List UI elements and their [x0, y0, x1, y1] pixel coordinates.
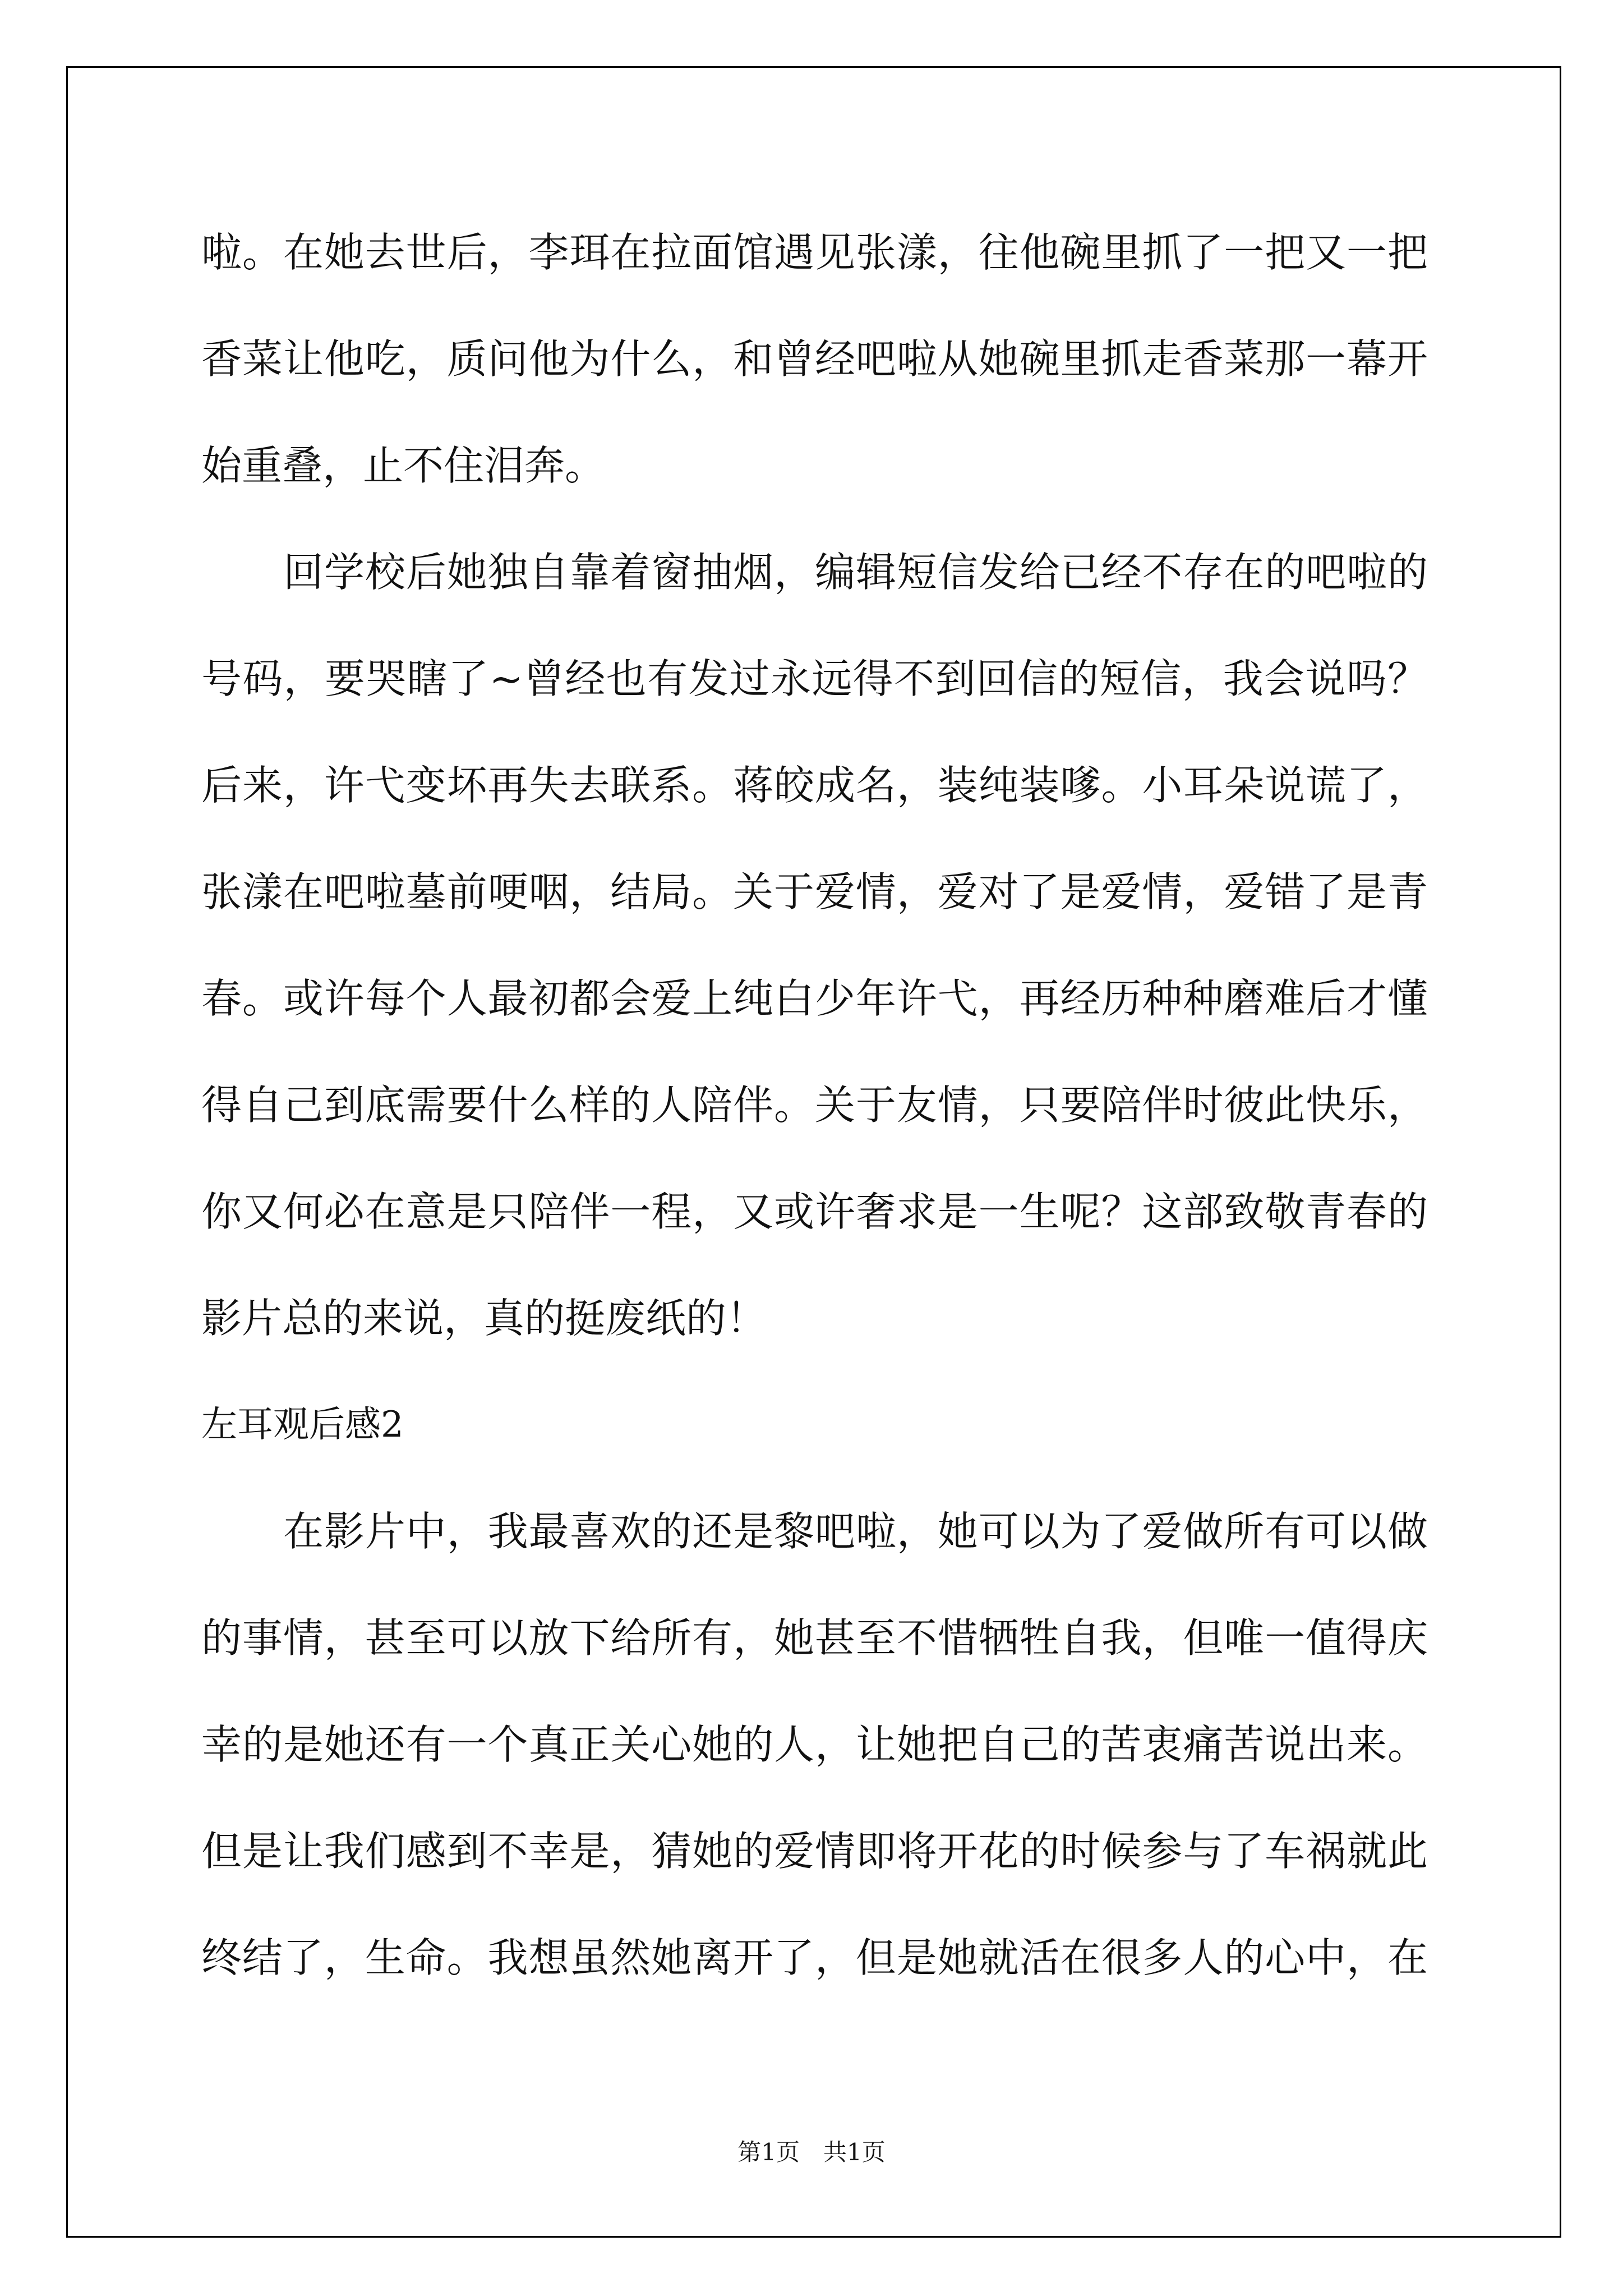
text-line: 但是让我们感到不幸是，猜她的爱情即将开花的时候参与了车祸就此 [201, 1828, 1428, 1875]
text-line: 春。或许每个人最初都会爱上纯白少年许弋，再经历种种磨难后才懂 [201, 975, 1428, 1022]
text-line: 的事情，甚至可以放下给所有，她甚至不惜牺牲自我，但唯一值得庆 [201, 1614, 1428, 1662]
document-body [201, 199, 1428, 2011]
text-line: 影片总的来说，真的挺废纸的！ [201, 1295, 767, 1342]
text-line: 张漾在吧啦墓前哽咽，结局。关于爱情，爱对了是爱情，爱错了是青 [201, 868, 1428, 915]
text-line: 号码，要哭瞎了~曾经也有发过永远得不到回信的短信，我会说吗？ [201, 655, 1428, 702]
text-line: 你又何必在意是只陪伴一程，又或许奢求是一生呢？这部致敬青春的 [201, 1188, 1428, 1235]
page-footer: 第1页 共1页 [737, 2138, 886, 2166]
paragraph [201, 1478, 1428, 2011]
section-heading: 左耳观后感2 [201, 1404, 404, 1446]
paragraph [201, 199, 1428, 519]
text-line: 回学校后她独自靠着窗抽烟，编辑短信发给已经不存在的吧啦的 [283, 549, 1428, 596]
text-line: 啦。在她去世后，李珥在拉面馆遇见张漾，往他碗里抓了一把又一把 [201, 229, 1428, 276]
text-line: 香菜让他吃，质问他为什么，和曾经吧啦从她碗里抓走香菜那一幕开 [201, 335, 1428, 383]
text-line: 后来，许弋变坏再失去联系。蒋皎成名，装纯装嗲。小耳朵说谎了， [201, 762, 1428, 809]
paragraph [201, 519, 1428, 1372]
text-line: 终结了，生命。我想虽然她离开了，但是她就活在很多人的心中，在 [201, 1934, 1428, 1981]
text-line: 得自己到底需要什么样的人陪伴。关于友情，只要陪伴时彼此快乐， [201, 1082, 1428, 1129]
text-line: 幸的是她还有一个真正关心她的人，让她把自己的苦衷痛苦说出来。 [201, 1721, 1428, 1768]
text-line: 在影片中，我最喜欢的还是黎吧啦，她可以为了爱做所有可以做 [283, 1508, 1428, 1555]
text-line: 始重叠，止不住泪奔。 [201, 442, 606, 489]
